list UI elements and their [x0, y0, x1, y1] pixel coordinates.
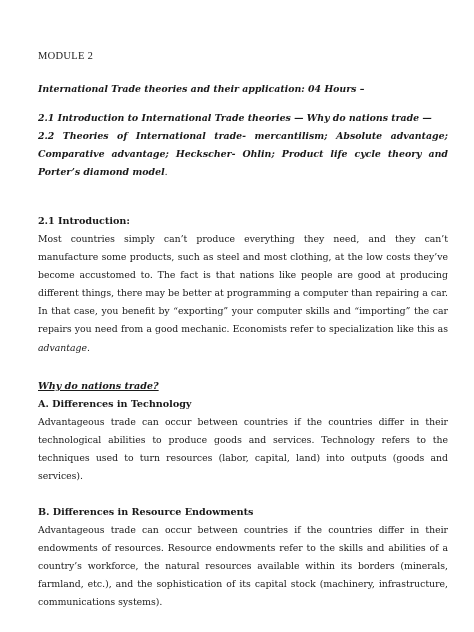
spacer [38, 358, 448, 378]
module-label: MODULE 2 [38, 51, 94, 62]
advantage-term: advantage [38, 342, 88, 354]
technology-heading: A. Differences in Technology [38, 398, 192, 410]
topic-line-2-2 [38, 128, 448, 182]
topic-line-2-2-text: 2.2 Theories of International trade- mercantilism; Absolute advantage; Comparative advantage; Heckscher- Ohlin; Product life cycle theory and Porter’s diamond model [38, 131, 448, 178]
why-trade-heading: Why do nations trade? [38, 380, 159, 392]
introduction-end: . [87, 342, 90, 354]
topic-line-2-1: 2.1 Introduction to International Trade theories — Why do nations trade — [38, 113, 432, 124]
spacer [38, 182, 448, 213]
introduction-section [38, 213, 448, 358]
topic-line-2-2-end: . [164, 167, 168, 178]
introduction-paragraph [38, 231, 448, 358]
introduction-heading: 2.1 Introduction: [38, 216, 130, 227]
resource-endowments-heading: B. Differences in Resource Endowments [38, 507, 254, 519]
document-page [38, 50, 448, 613]
spacer [38, 486, 448, 504]
topics-list [38, 110, 448, 182]
course-title: International Trade theories and their application: 04 Hours – [38, 84, 365, 95]
why-trade-section [38, 378, 448, 613]
resource-endowments-paragraph: Advantageous trade can occur between countries if the countries differ in their endowments of resources. Resource endowments refer to the skills and abilities of a country’s workforce, the natural resources available within its borders (minerals, farmland, etc.), and the sophistication of its capital stock (machinery, infrastructure, communications systems). [38, 525, 448, 609]
introduction-text: Most countries simply can’t produce everything they need, and they can’t manufacture some products, such as steel and most clothing, at the low costs they’ve become accustomed to. The fact is that nations like people are good at producing different things, there may be better at programming a computer than repairing a car. In that case, you benefit by “exporting” your computer skills and “importing” the car repairs you need from a good mechanic. Economists refer to specialization like this as [38, 234, 448, 336]
technology-paragraph: Advantageous trade can occur between countries if the countries differ in their technological abilities to produce goods and services. Technology refers to the techniques used to turn resources (labor, capital, land) into outputs (goods and services). [38, 416, 448, 482]
